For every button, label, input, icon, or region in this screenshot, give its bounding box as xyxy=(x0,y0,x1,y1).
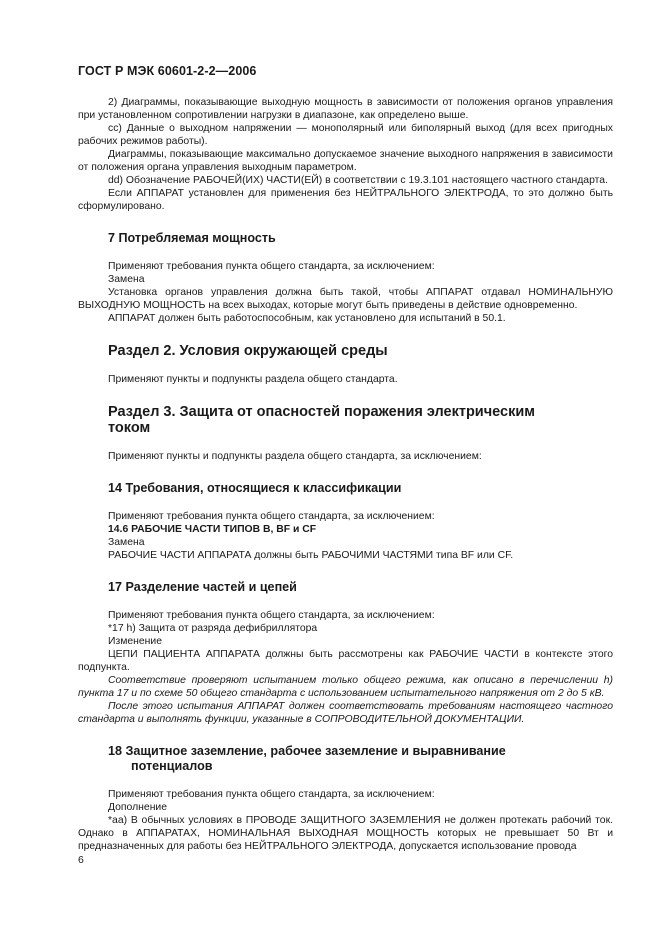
page-number: 6 xyxy=(78,854,84,866)
paragraph: Установка органов управления должна быть такой, чтобы АППАРАТ отдавал НОМИНАЛЬНУЮ ВЫХОДНУЮ МОЩНОСТЬ на всех выходах, которые могут быть приведены в действие одновременно. xyxy=(78,287,613,311)
paragraph: Применяют требования пункта общего стандарта, за исключением: xyxy=(108,610,435,621)
paragraph: *aa) В обычных условиях в ПРОВОДЕ ЗАЩИТНОГО ЗАЗЕМЛЕНИЯ не должен протекать рабочий ток. Однако в АППАРАТАХ, НОМИНАЛЬНАЯ ВЫХОДНАЯ МОЩНОСТЬ которых не превышает 50 Вт и предназначенных для работы без НЕЙТРАЛЬНОГО ЭЛЕКТРОДА, допускается использование провода xyxy=(78,815,613,852)
section-heading-14: 14 Требования, относящиеся к классификации xyxy=(108,481,402,495)
paragraph: Применяют требования пункта общего стандарта, за исключением: xyxy=(108,511,435,522)
part-heading-3-line1: Раздел 3. Защита от опасностей поражения электрическим xyxy=(108,404,535,420)
paragraph: Дополнение xyxy=(108,802,168,813)
paragraph-italic: После этого испытания АППАРАТ должен соответствовать требованиям настоящего частного стандарта и выполнять функции, указанные в СОПРОВОДИТЕЛЬНОЙ ДОКУМЕНТАЦИИ. xyxy=(78,701,613,725)
paragraph: Изменение xyxy=(108,636,162,647)
paragraph-italic: Соответствие проверяют испытанием только общего режима, как описано в перечислении h) пункта 17 и по схеме 50 общего стандарта с использованием испытательного напряжения от 2 до 5 кВ. xyxy=(78,675,613,699)
paragraph: Диаграммы, показывающие максимально допускаемое значение выходного напряжения в зависимости от положения органа управления выходным параметром. xyxy=(78,149,613,173)
section-heading-7: 7 Потребляемая мощность xyxy=(108,231,276,245)
paragraph: Замена xyxy=(108,537,145,548)
paragraph: dd) Обозначение РАБОЧЕЙ(ИХ) ЧАСТИ(ЕЙ) в соответствии с 19.3.101 настоящего частного стандарта. xyxy=(108,175,608,186)
paragraph: Если АППАРАТ установлен для применения без НЕЙТРАЛЬНОГО ЭЛЕКТРОДА, то это должно быть сформулировано. xyxy=(78,188,613,212)
part-heading-3-line2: током xyxy=(108,420,151,436)
paragraph: АППАРАТ должен быть работоспособным, как установлено для испытаний в 50.1. xyxy=(108,313,506,324)
paragraph: Применяют требования пункта общего стандарта, за исключением: xyxy=(108,789,435,800)
paragraph: *17 h) Защита от разряда дефибриллятора xyxy=(108,623,318,634)
section-heading-18-line2: потенциалов xyxy=(131,759,213,773)
section-heading-17: 17 Разделение частей и цепей xyxy=(108,580,297,594)
section-heading-18-line1: 18 Защитное заземление, рабочее заземление и выравнивание xyxy=(108,744,506,758)
paragraph: 2) Диаграммы, показывающие выходную мощность в зависимости от положения органов управления при установленном сопротивлении нагрузки в диапазоне, как определено выше. xyxy=(78,97,613,121)
part-heading-2: Раздел 2. Условия окружающей среды xyxy=(108,343,388,359)
subsection-heading-14-6: 14.6 РАБОЧИЕ ЧАСТИ ТИПОВ B, BF и CF xyxy=(108,524,317,535)
section-heading-18 xyxy=(108,744,613,774)
paragraph: Применяют пункты и подпункты раздела общего стандарта, за исключением: xyxy=(108,451,482,462)
page-content xyxy=(78,96,613,853)
paragraph: ЦЕПИ ПАЦИЕНТА АППАРАТА должны быть рассмотрены как РАБОЧИЕ ЧАСТИ в контексте этого подпункта. xyxy=(78,649,613,673)
part-heading-3 xyxy=(108,404,613,436)
paragraph: Применяют требования пункта общего стандарта, за исключением: xyxy=(108,261,435,272)
document-header: ГОСТ Р МЭК 60601-2-2—2006 xyxy=(78,64,257,78)
paragraph: cc) Данные о выходном напряжении — монополярный или биполярный выход (для всех пригодных рабочих режимов работы). xyxy=(78,123,613,147)
paragraph: Замена xyxy=(108,274,145,285)
paragraph: РАБОЧИЕ ЧАСТИ АППАРАТА должны быть РАБОЧИМИ ЧАСТЯМИ типа BF или CF. xyxy=(108,550,514,561)
paragraph: Применяют пункты и подпункты раздела общего стандарта. xyxy=(108,374,398,385)
